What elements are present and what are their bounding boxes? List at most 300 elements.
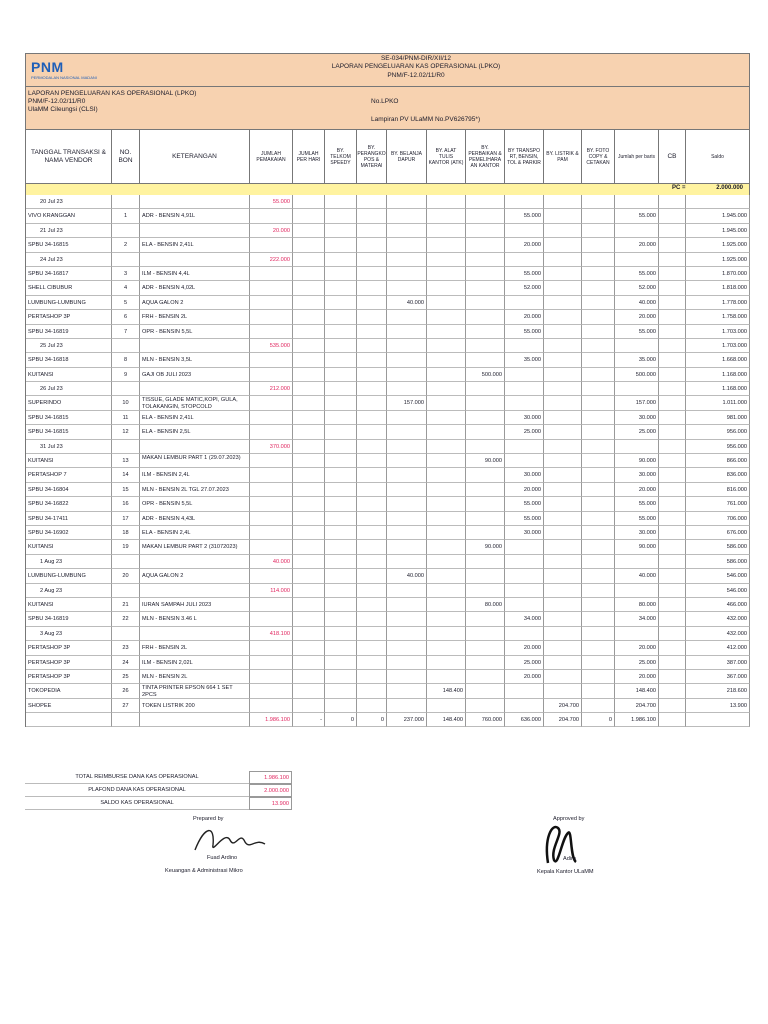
empty-cell (544, 641, 582, 655)
empty-cell (427, 497, 466, 511)
empty-cell (505, 253, 544, 267)
empty-cell (582, 209, 615, 223)
empty-cell (505, 440, 544, 454)
table-row (26, 310, 750, 324)
subheader-unit: UlaMM Cileungsi (CLSI) (28, 106, 98, 113)
sum-fotocopy: 0 (582, 713, 615, 727)
empty-cell (427, 468, 466, 482)
column-header-row (25, 130, 750, 184)
table-row (26, 238, 750, 252)
empty-cell (582, 325, 615, 339)
empty-cell (659, 497, 686, 511)
empty-cell (427, 368, 466, 382)
sum-jumlah-pemakaian: 1.986.100 (250, 713, 293, 727)
empty-cell (582, 569, 615, 583)
cell-jumlah-pemakaian: 370.000 (250, 440, 293, 454)
empty-cell (293, 526, 325, 540)
empty-cell (357, 296, 387, 310)
cell-jumlah-baris: 25.000 (615, 425, 659, 439)
empty-cell (544, 612, 582, 626)
empty-cell (466, 267, 505, 281)
empty-cell (582, 612, 615, 626)
empty-cell (325, 684, 357, 698)
empty-cell (325, 253, 357, 267)
empty-cell (250, 540, 293, 554)
empty-cell (659, 454, 686, 468)
empty-cell (357, 468, 387, 482)
prepared-name: Fuad Ardino (207, 855, 238, 861)
empty-cell (140, 584, 250, 598)
empty-cell (659, 382, 686, 396)
empty-cell (466, 569, 505, 583)
empty-cell (427, 598, 466, 612)
cell-jumlah-baris: 55.000 (615, 512, 659, 526)
empty-cell (293, 454, 325, 468)
empty-cell (505, 584, 544, 598)
empty-cell (427, 526, 466, 540)
no-lpko: No.LPKO (371, 98, 399, 105)
empty-cell (293, 483, 325, 497)
cell-tanggal: TOKOPEDIA (26, 684, 112, 698)
empty-cell (250, 396, 293, 410)
empty-cell (357, 195, 387, 209)
empty-cell (582, 699, 615, 713)
empty-cell (659, 569, 686, 583)
empty-cell (357, 353, 387, 367)
empty-cell (505, 684, 544, 698)
empty-cell (505, 339, 544, 353)
empty-cell (466, 512, 505, 526)
empty-cell (293, 512, 325, 526)
empty-cell (544, 325, 582, 339)
empty-cell (293, 238, 325, 252)
empty-cell (325, 195, 357, 209)
cell-belanja: 157.000 (387, 396, 427, 410)
cell-saldo: 586.000 (686, 555, 750, 569)
empty-cell (505, 368, 544, 382)
cell-saldo: 1.925.000 (686, 253, 750, 267)
empty-cell (659, 483, 686, 497)
empty-cell (293, 468, 325, 482)
cell-atk: 148.400 (427, 684, 466, 698)
empty-cell (387, 540, 427, 554)
empty-cell (582, 684, 615, 698)
empty-cell (659, 325, 686, 339)
empty-cell (325, 411, 357, 425)
empty-cell (582, 555, 615, 569)
cell-ket: ELA - BENSIN 2,41L (140, 411, 250, 425)
cell-tanggal: SPBU 34-16815 (26, 238, 112, 252)
cell-transport: 52.000 (505, 281, 544, 295)
empty-cell (357, 368, 387, 382)
logo-text: PNM (31, 59, 64, 75)
empty-cell (659, 699, 686, 713)
cell-tanggal: PERTASHOP 3P (26, 310, 112, 324)
empty-cell (387, 512, 427, 526)
empty-cell (427, 555, 466, 569)
cell-saldo: 1.945.000 (686, 224, 750, 238)
cell-jumlah-baris: 90.000 (615, 540, 659, 554)
empty-cell (140, 627, 250, 641)
empty-cell (582, 339, 615, 353)
empty-cell (250, 468, 293, 482)
sum-atk: 148.400 (427, 713, 466, 727)
cell-ket: ADR - BENSIN 4,43L (140, 512, 250, 526)
cell-saldo: 816.000 (686, 483, 750, 497)
empty-cell (293, 670, 325, 684)
cell-bon: 11 (112, 411, 140, 425)
table-row (26, 684, 750, 698)
cell-jumlah-baris: 35.000 (615, 353, 659, 367)
empty-cell (325, 368, 357, 382)
cell-ket: MLN - BENSIN 2L (140, 670, 250, 684)
cell-bon: 1 (112, 209, 140, 223)
cell-tanggal: 24 Jul 23 (26, 253, 112, 267)
empty-cell (582, 296, 615, 310)
cell-ket: ELA - BENSIN 2,4L (140, 526, 250, 540)
pc-value: 2.000.000 (716, 185, 743, 191)
date-row (26, 555, 750, 569)
sum-perbaikan: 760.000 (466, 713, 505, 727)
empty-cell (325, 224, 357, 238)
empty-cell (582, 584, 615, 598)
cell-tanggal: SPBU 34-16902 (26, 526, 112, 540)
cell-saldo: 586.000 (686, 540, 750, 554)
table-row (26, 656, 750, 670)
empty-cell (659, 440, 686, 454)
logo-subtext: PERMODALAN NASIONAL MADANI (31, 75, 97, 80)
empty-cell (544, 195, 582, 209)
approved-name: Adira (563, 856, 577, 862)
cell-bon: 4 (112, 281, 140, 295)
cell-jumlah-baris: 52.000 (615, 281, 659, 295)
lampiran: Lampiran PV ULaMM No.PV626795*) (371, 116, 481, 123)
empty-cell (112, 339, 140, 353)
empty-cell (250, 296, 293, 310)
empty-cell (293, 209, 325, 223)
empty-cell (427, 310, 466, 324)
cell-bon: 19 (112, 540, 140, 554)
empty-cell (582, 353, 615, 367)
empty-cell (659, 526, 686, 540)
cell-perbaikan: 80.000 (466, 598, 505, 612)
cell-bon: 27 (112, 699, 140, 713)
empty-cell (544, 584, 582, 598)
cell-tanggal: PERTASHOP 7 (26, 468, 112, 482)
empty-cell (387, 353, 427, 367)
empty-cell (582, 627, 615, 641)
empty-cell (293, 598, 325, 612)
empty-cell (466, 396, 505, 410)
empty-cell (466, 425, 505, 439)
empty-cell (427, 612, 466, 626)
cell-jumlah-baris: 20.000 (615, 483, 659, 497)
subheader-code: PNM/F-12.02/11/R0 (28, 98, 86, 105)
table-row (26, 540, 750, 554)
empty-cell (659, 281, 686, 295)
empty-cell (659, 684, 686, 698)
cell-tanggal: 25 Jul 23 (26, 339, 112, 353)
cell-ket: ELA - BENSIN 2,5L (140, 425, 250, 439)
empty-cell (544, 238, 582, 252)
cell-tanggal: 21 Jul 23 (26, 224, 112, 238)
empty-cell (427, 540, 466, 554)
cell-jumlah-pemakaian: 40.000 (250, 555, 293, 569)
empty-cell (659, 224, 686, 238)
empty-cell (505, 627, 544, 641)
empty-cell (427, 396, 466, 410)
col-header-transport: BY TRANSPO RT, BENSIN, TOL & PARKIR (505, 130, 544, 184)
cell-ket: TINTA PRINTER EPSON 664 1 SET 2PCS (140, 684, 250, 698)
cell-tanggal: KUITANSI (26, 368, 112, 382)
table-row (26, 526, 750, 540)
cell-jumlah-baris: 157.000 (615, 396, 659, 410)
empty-cell (112, 555, 140, 569)
empty-cell (544, 224, 582, 238)
cell-bon: 17 (112, 512, 140, 526)
empty-cell (427, 325, 466, 339)
empty-cell (466, 555, 505, 569)
cell-tanggal: KUITANSI (26, 454, 112, 468)
empty-cell (387, 325, 427, 339)
empty-cell (659, 425, 686, 439)
empty-cell (505, 540, 544, 554)
col-header-perbaikan: BY. PERBAIKAN & PEMELIHARA AN KANTOR (466, 130, 505, 184)
cell-saldo: 1.778.000 (686, 296, 750, 310)
table-row (26, 641, 750, 655)
empty-cell (659, 267, 686, 281)
empty-cell (427, 454, 466, 468)
empty-cell (140, 195, 250, 209)
empty-cell (427, 339, 466, 353)
cell-tanggal: SUPERINDO (26, 396, 112, 410)
empty-cell (293, 310, 325, 324)
empty-cell (387, 267, 427, 281)
empty-cell (293, 540, 325, 554)
empty-cell (293, 353, 325, 367)
empty-cell (582, 540, 615, 554)
empty-cell (544, 368, 582, 382)
cell-tanggal: SPBU 34-16815 (26, 425, 112, 439)
table-row (26, 468, 750, 482)
empty-cell (659, 713, 686, 727)
empty-cell (466, 281, 505, 295)
empty-cell (544, 656, 582, 670)
empty-cell (582, 253, 615, 267)
sum-jumlah-per-hari: - (293, 713, 325, 727)
empty-cell (466, 224, 505, 238)
empty-cell (357, 253, 387, 267)
cell-saldo: 466.000 (686, 598, 750, 612)
empty-cell (250, 267, 293, 281)
approved-role: Kepala Kantor ULaMM (537, 869, 594, 875)
cell-jumlah-pemakaian: 222.000 (250, 253, 293, 267)
report-sheet (25, 53, 750, 727)
empty-cell (466, 656, 505, 670)
table-row (26, 325, 750, 339)
empty-cell (112, 440, 140, 454)
cell-saldo: 1.870.000 (686, 267, 750, 281)
cell-jumlah-baris: 204.700 (615, 699, 659, 713)
empty-cell (325, 526, 357, 540)
cell-ket: TISSUE, GLADE MATIC,KOPI, GULA, TOLAKANGIN, STOPCOLD (140, 396, 250, 410)
empty-cell (466, 238, 505, 252)
empty-cell (387, 526, 427, 540)
cell-tanggal: PERTASHOP 3P (26, 656, 112, 670)
empty-cell (325, 699, 357, 713)
empty-cell (250, 281, 293, 295)
empty-cell (325, 627, 357, 641)
empty-cell (357, 584, 387, 598)
empty-cell (582, 281, 615, 295)
empty-cell (466, 641, 505, 655)
empty-cell (466, 310, 505, 324)
empty-cell (140, 224, 250, 238)
empty-cell (250, 454, 293, 468)
sum-row (25, 713, 750, 727)
cell-saldo: 761.000 (686, 497, 750, 511)
empty-cell (325, 440, 357, 454)
empty-cell (582, 267, 615, 281)
sum-listrik: 204.700 (544, 713, 582, 727)
cell-jumlah-baris: 25.000 (615, 656, 659, 670)
sum-belanja: 237.000 (387, 713, 427, 727)
empty-cell (293, 382, 325, 396)
empty-cell (357, 684, 387, 698)
empty-cell (387, 483, 427, 497)
cell-transport: 20.000 (505, 310, 544, 324)
sum-jumlah-baris: 1.986.100 (615, 713, 659, 727)
cell-ket: TOKEN LISTRIK 200 (140, 699, 250, 713)
empty-cell (387, 627, 427, 641)
cell-jumlah-baris: 148.400 (615, 684, 659, 698)
empty-cell (659, 512, 686, 526)
cell-jumlah-baris: 20.000 (615, 238, 659, 252)
empty-cell (505, 224, 544, 238)
empty-cell (582, 598, 615, 612)
cell-bon: 26 (112, 684, 140, 698)
cell-bon: 20 (112, 569, 140, 583)
empty-cell (582, 396, 615, 410)
empty-cell (357, 267, 387, 281)
empty-cell (427, 425, 466, 439)
empty-cell (250, 238, 293, 252)
col-header-jumlah-pemakaian: JUMLAH PEMAKAIAN (250, 130, 293, 184)
cell-jumlah-pemakaian: 20.000 (250, 224, 293, 238)
table-row (26, 512, 750, 526)
total-label: TOTAL REIMBURSE DANA KAS OPERASIONAL (25, 771, 249, 784)
empty-cell (250, 497, 293, 511)
empty-cell (387, 454, 427, 468)
empty-cell (466, 684, 505, 698)
cell-ket: ILM - BENSIN 4,4L (140, 267, 250, 281)
pnm-logo (31, 59, 97, 80)
cell-jumlah-baris: 55.000 (615, 325, 659, 339)
cell-ket: ADR - BENSIN 4,02L (140, 281, 250, 295)
empty-cell (387, 411, 427, 425)
empty-cell (544, 555, 582, 569)
cell-tanggal: KUITANSI (26, 598, 112, 612)
cell-saldo: 956.000 (686, 425, 750, 439)
empty-cell (250, 526, 293, 540)
empty-cell (427, 411, 466, 425)
table-row (26, 699, 750, 713)
cell-perbaikan: 500.000 (466, 368, 505, 382)
table-row (26, 454, 750, 468)
cell-ket: MLN - BENSIN 3.46 L (140, 612, 250, 626)
table-row (26, 598, 750, 612)
sum-perangko: 0 (357, 713, 387, 727)
cell-saldo: 1.703.000 (686, 339, 750, 353)
empty-cell (544, 526, 582, 540)
cell-transport: 55.000 (505, 209, 544, 223)
table-row (26, 569, 750, 583)
empty-cell (357, 598, 387, 612)
empty-cell (615, 627, 659, 641)
empty-cell (427, 253, 466, 267)
empty-cell (293, 569, 325, 583)
empty-cell (293, 440, 325, 454)
empty-cell (293, 627, 325, 641)
empty-cell (505, 382, 544, 396)
empty-cell (112, 224, 140, 238)
col-header-saldo: Saldo (686, 130, 750, 184)
empty-cell (357, 497, 387, 511)
cell-ket: ILM - BENSIN 2,02L (140, 656, 250, 670)
empty-cell (293, 411, 325, 425)
cell-saldo: 676.000 (686, 526, 750, 540)
cell-ket: FRH - BENSIN 2L (140, 310, 250, 324)
table-row (26, 670, 750, 684)
empty-cell (686, 713, 750, 727)
cell-bon: 12 (112, 425, 140, 439)
cell-bon: 24 (112, 656, 140, 670)
empty-cell (387, 497, 427, 511)
empty-cell (325, 238, 357, 252)
empty-cell (582, 195, 615, 209)
empty-cell (427, 382, 466, 396)
empty-cell (387, 670, 427, 684)
empty-cell (325, 296, 357, 310)
empty-cell (466, 699, 505, 713)
empty-cell (659, 411, 686, 425)
cell-transport: 55.000 (505, 497, 544, 511)
empty-cell (293, 425, 325, 439)
empty-cell (112, 382, 140, 396)
empty-cell (615, 382, 659, 396)
empty-cell (466, 612, 505, 626)
cell-jumlah-baris: 80.000 (615, 598, 659, 612)
empty-cell (325, 281, 357, 295)
empty-cell (659, 584, 686, 598)
empty-cell (466, 209, 505, 223)
cell-tanggal: SPBU 34-16818 (26, 353, 112, 367)
empty-cell (250, 699, 293, 713)
cell-tanggal: 20 Jul 23 (26, 195, 112, 209)
empty-cell (659, 468, 686, 482)
empty-cell (293, 684, 325, 698)
cell-tanggal: 3 Aug 23 (26, 627, 112, 641)
empty-cell (615, 584, 659, 598)
empty-cell (357, 656, 387, 670)
table-row (26, 425, 750, 439)
cell-tanggal: PERTASHOP 3P (26, 641, 112, 655)
empty-cell (250, 670, 293, 684)
empty-cell (293, 267, 325, 281)
empty-cell (466, 483, 505, 497)
empty-cell (250, 641, 293, 655)
empty-cell (659, 368, 686, 382)
